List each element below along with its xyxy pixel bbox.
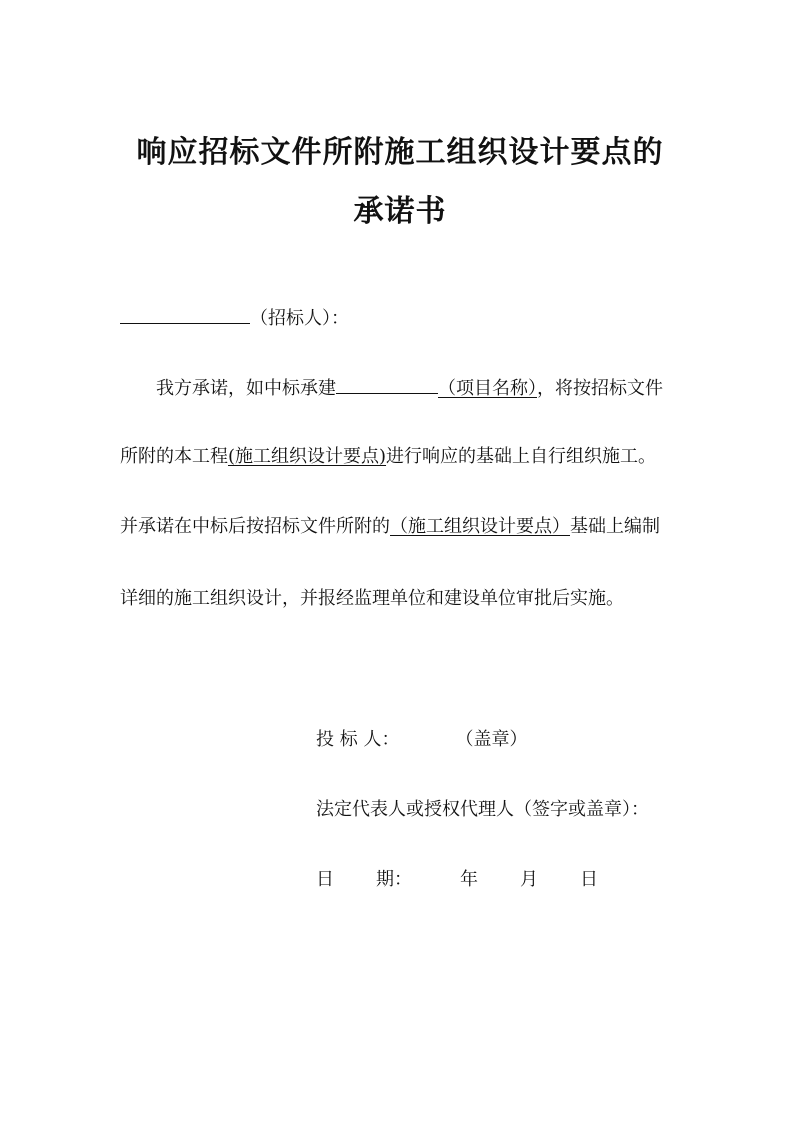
p2-text-end: 进行响应的基础上自行组织施工。 <box>386 446 657 467</box>
p3-underlined-term: （施工组织设计要点） <box>390 516 570 537</box>
date-day: 日 <box>580 869 598 890</box>
paragraph-line-2 <box>120 445 656 469</box>
date-label-day: 日 <box>316 869 334 890</box>
p3-text-start: 并承诺在中标后按招标文件所附的 <box>120 516 390 537</box>
p1-text-end: ，将按招标文件 <box>537 378 663 399</box>
date-month: 月 <box>520 869 538 890</box>
document-title-line-1: 响应招标文件所附施工组织设计要点的 <box>136 135 664 170</box>
addressee-line <box>120 305 349 331</box>
p2-text-start: 所附的本工程 <box>120 446 228 467</box>
date-year: 年 <box>460 869 478 890</box>
date-label-period: 期： <box>376 869 412 890</box>
addressee-blank <box>120 305 250 324</box>
paragraph-line-3 <box>120 515 660 539</box>
addressee-label: （招标人）： <box>250 308 349 329</box>
paragraph-line-4: 详细的施工组织设计，并报经监理单位和建设单位审批后实施。 <box>120 588 624 609</box>
bidder-stamp: （盖章） <box>455 729 528 750</box>
document-title-line-2: 承诺书 <box>353 194 447 229</box>
bidder-label: 投 标 人： <box>316 729 400 750</box>
representative-line: 法定代表人或授权代理人（签字或盖章）： <box>316 799 649 820</box>
paragraph-line-1 <box>156 375 663 401</box>
project-name-label: （项目名称） <box>438 378 537 399</box>
p1-text-start: 我方承诺，如中标承建 <box>156 378 336 399</box>
bidder-line <box>316 728 527 752</box>
p3-text-end: 基础上编制 <box>570 516 660 537</box>
project-name-blank <box>336 375 438 394</box>
date-line <box>316 868 598 892</box>
p2-underlined-term: (施工组织设计要点) <box>228 446 387 467</box>
